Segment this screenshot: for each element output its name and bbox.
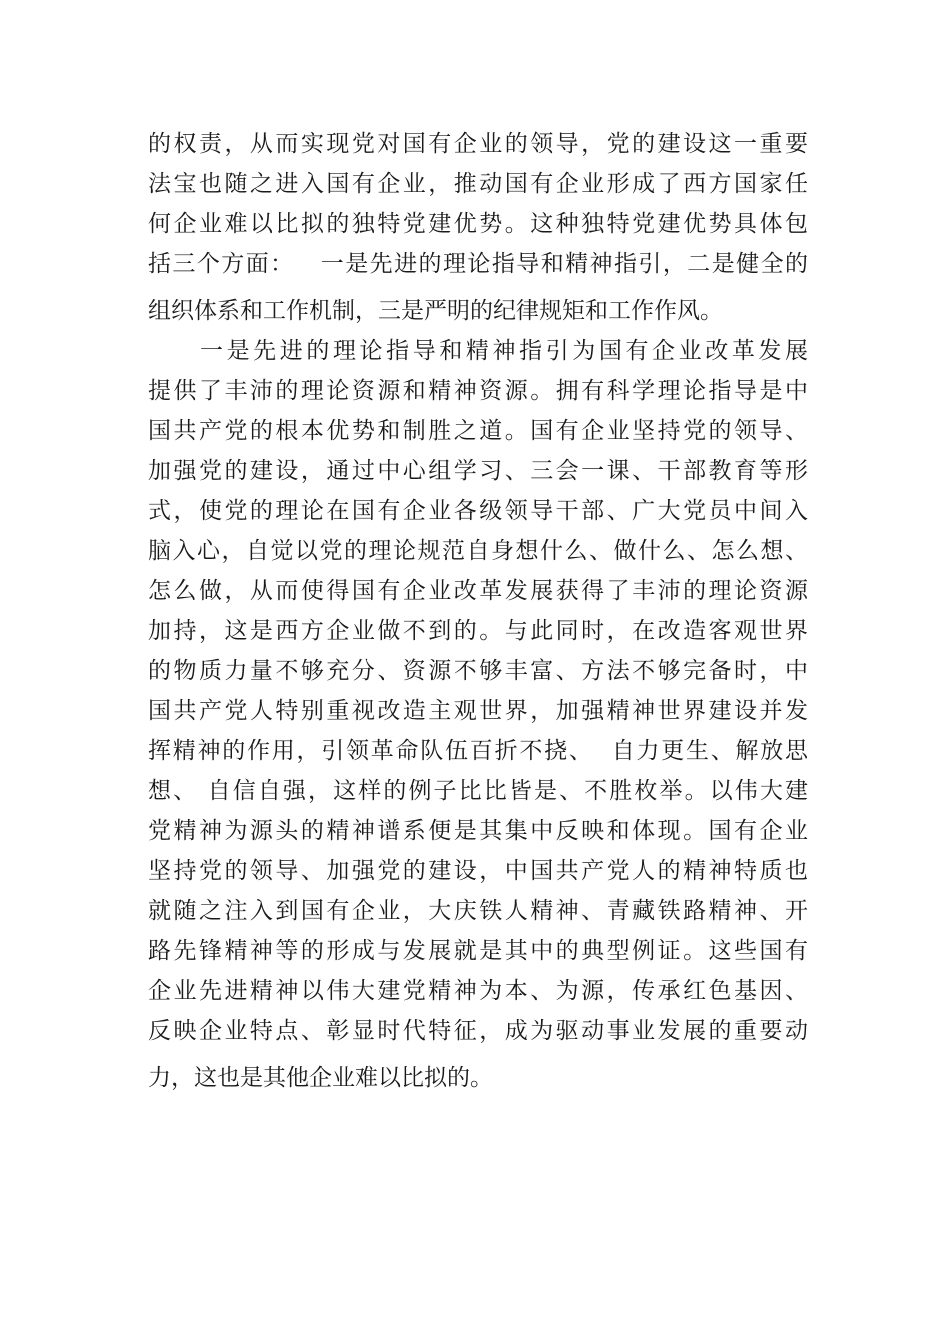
text-line: 就随之注入到国有企业，大庆铁人精神、青藏铁路精神、开 xyxy=(148,898,808,924)
text-line: 一是先进的理论指导和精神指引为国有企业改革发展 xyxy=(200,338,808,364)
text-line: 法宝也随之进入国有企业，推动国有企业形成了西方国家任 xyxy=(148,171,808,197)
text-line: 提供了丰沛的理论资源和精神资源。拥有科学理论指导是中 xyxy=(148,378,808,404)
text-line: 的权责，从而实现党对国有企业的领导，党的建设这一重要 xyxy=(148,131,808,157)
text-line: 挥精神的作用，引领革命队伍百折不挠、 自力更生、解放思 xyxy=(148,738,808,764)
text-line: 括三个方面： 一是先进的理论指导和精神指引，二是健全的 xyxy=(148,251,808,277)
body-text xyxy=(148,124,808,1098)
text-line: 脑入心，自觉以党的理论规范自身想什么、做什么、怎么想、 xyxy=(148,538,808,564)
text-line: 企业先进精神以伟大建党精神为本、为源，传承红色基因、 xyxy=(148,978,808,1004)
text-line: 力，这也是其他企业难以比拟的。 xyxy=(148,1065,493,1091)
text-line: 路先锋精神等的形成与发展就是其中的典型例证。这些国有 xyxy=(148,938,808,964)
text-line: 式，使党的理论在国有企业各级领导干部、广大党员中间入 xyxy=(148,498,808,524)
text-line: 党精神为源头的精神谱系便是其集中反映和体现。国有企业 xyxy=(148,818,808,844)
text-line: 国共产党人特别重视改造主观世界，加强精神世界建设并发 xyxy=(148,698,808,724)
text-line: 坚持党的领导、加强党的建设，中国共产党人的精神特质也 xyxy=(148,858,808,884)
text-line: 何企业难以比拟的独特党建优势。这种独特党建优势具体包 xyxy=(148,211,808,237)
text-line: 怎么做，从而使得国有企业改革发展获得了丰沛的理论资源 xyxy=(148,578,808,604)
text-line: 组织体系和工作机制，三是严明的纪律规矩和工作作风。 xyxy=(148,298,723,324)
text-line: 反映企业特点、彰显时代特征，成为驱动事业发展的重要动 xyxy=(148,1018,808,1044)
text-line: 加强党的建设，通过中心组学习、三会一课、干部教育等形 xyxy=(148,458,808,484)
text-line: 的物质力量不够充分、资源不够丰富、方法不够完备时，中 xyxy=(148,658,808,684)
text-line: 加持，这是西方企业做不到的。与此同时，在改造客观世界 xyxy=(148,618,808,644)
text-line: 国共产党的根本优势和制胜之道。国有企业坚持党的领导、 xyxy=(148,418,808,444)
text-line: 想、 自信自强，这样的例子比比皆是、不胜枚举。以伟大建 xyxy=(148,778,808,804)
